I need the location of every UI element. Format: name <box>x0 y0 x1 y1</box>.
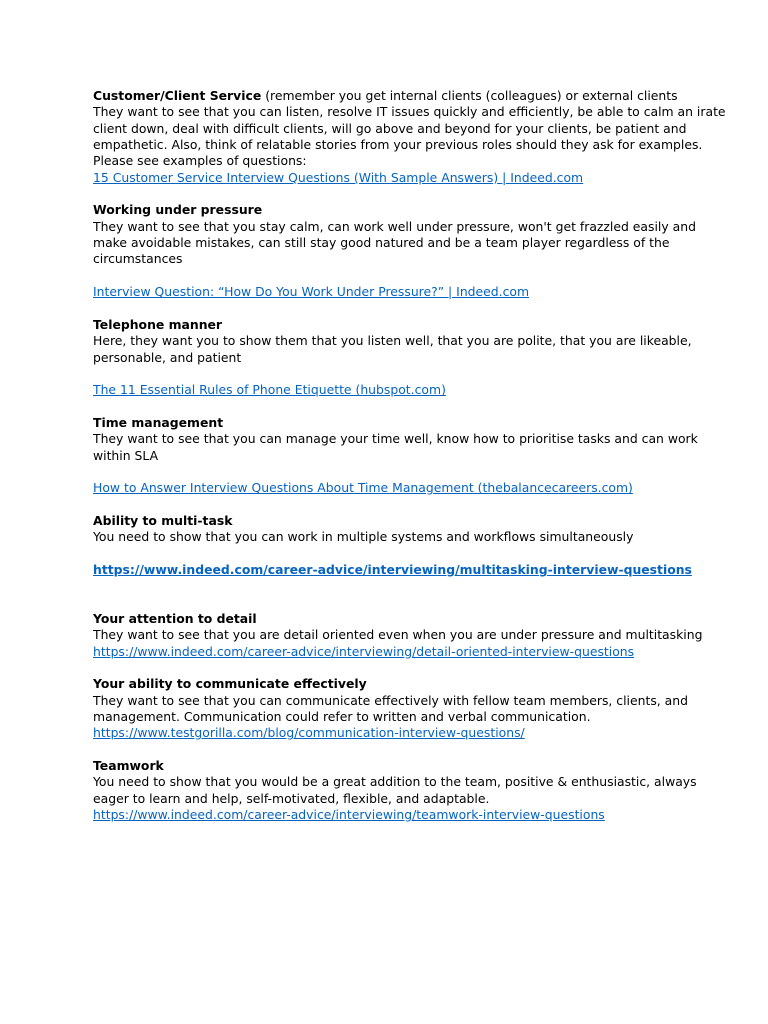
communicate-body-line: management. Communication could refer to written and verbal communication. <box>93 709 591 725</box>
time-heading: Time management <box>93 414 224 430</box>
pressure-body-line: circumstances <box>93 251 183 267</box>
customer-service-link[interactable]: 15 Customer Service Interview Questions (With Sample Answers) | Indeed.com <box>93 169 584 185</box>
pressure-body-line: make avoidable mistakes, can still stay good natured and be a team player regardless of the <box>93 235 670 251</box>
customer-service-heading-note: (remember you get internal clients (colleagues) or external clients <box>261 88 678 103</box>
spacer <box>93 399 683 415</box>
detail-body-line: They want to see that you are detail oriented even when you are under pressure and multitasking <box>93 627 703 643</box>
spacer <box>93 300 683 316</box>
telephone-body-line: personable, and patient <box>93 349 242 365</box>
spacer <box>93 464 683 480</box>
communicate-body-line: They want to see that you can communicate effectively with fellow team members, clients, and <box>93 692 688 708</box>
multitask-heading: Ability to multi-task <box>93 512 233 528</box>
communicate-heading: Your ability to communicate effectively <box>93 676 367 692</box>
customer-service-heading: Customer/Client Service <box>93 88 262 103</box>
spacer <box>93 660 683 676</box>
detail-heading: Your attention to detail <box>93 611 257 626</box>
pressure-body-line: They want to see that you stay calm, can work well under pressure, won't get frazzled easily and <box>93 218 696 234</box>
time-link[interactable]: How to Answer Interview Questions About Time Management (thebalancecareers.com) <box>93 480 633 496</box>
customer-service-body-line: They want to see that you can listen, resolve IT issues quickly and efficiently, be able to calm an irate <box>93 104 726 120</box>
telephone-link[interactable]: The 11 Essential Rules of Phone Etiquette (hubspot.com) <box>93 382 446 398</box>
teamwork-body-line: You need to show that you would be a great addition to the team, positive & enthusiastic, always <box>93 774 697 790</box>
teamwork-link[interactable]: https://www.indeed.com/career-advice/interviewing/teamwork-interview-questions <box>93 807 605 823</box>
time-body-line: They want to see that you can manage your time well, know how to prioritise tasks and can work <box>93 431 698 447</box>
spacer <box>93 742 683 758</box>
spacer <box>93 366 683 382</box>
detail-link[interactable]: https://www.indeed.com/career-advice/interviewing/detail-oriented-interview-questions <box>93 643 635 659</box>
time-body-line: within SLA <box>93 447 159 463</box>
spacer <box>93 186 683 202</box>
document-page <box>93 88 726 823</box>
teamwork-body-line: eager to learn and help, self-motivated, flexible, and adaptable. <box>93 790 490 806</box>
multitask-body-line: You need to show that you can work in multiple systems and workflows simultaneously <box>93 529 634 545</box>
spacer <box>93 578 683 594</box>
telephone-body-line: Here, they want you to show them that you listen well, that you are polite, that you are likeable, <box>93 333 692 349</box>
customer-service-heading-line <box>93 88 683 104</box>
teamwork-heading: Teamwork <box>93 758 164 774</box>
telephone-heading: Telephone manner <box>93 316 223 332</box>
multitask-link[interactable]: https://www.indeed.com/career-advice/interviewing/multitasking-interview-questions <box>93 561 692 577</box>
spacer <box>93 497 683 513</box>
customer-service-body-line: client down, deal with difficult clients, will go above and beyond for your clients, be patient and <box>93 120 687 136</box>
spacer <box>93 268 683 284</box>
communicate-link[interactable]: https://www.testgorilla.com/blog/communication-interview-questions/ <box>93 725 525 741</box>
pressure-link[interactable]: Interview Question: “How Do You Work Under Pressure?” | Indeed.com <box>93 284 530 300</box>
spacer <box>93 546 683 562</box>
customer-service-body-line: empathetic. Also, think of relatable stories from your previous roles should they ask for examples. <box>93 137 703 153</box>
customer-service-body-line: Please see examples of questions: <box>93 153 307 169</box>
spacer <box>93 595 683 611</box>
pressure-heading: Working under pressure <box>93 202 263 218</box>
